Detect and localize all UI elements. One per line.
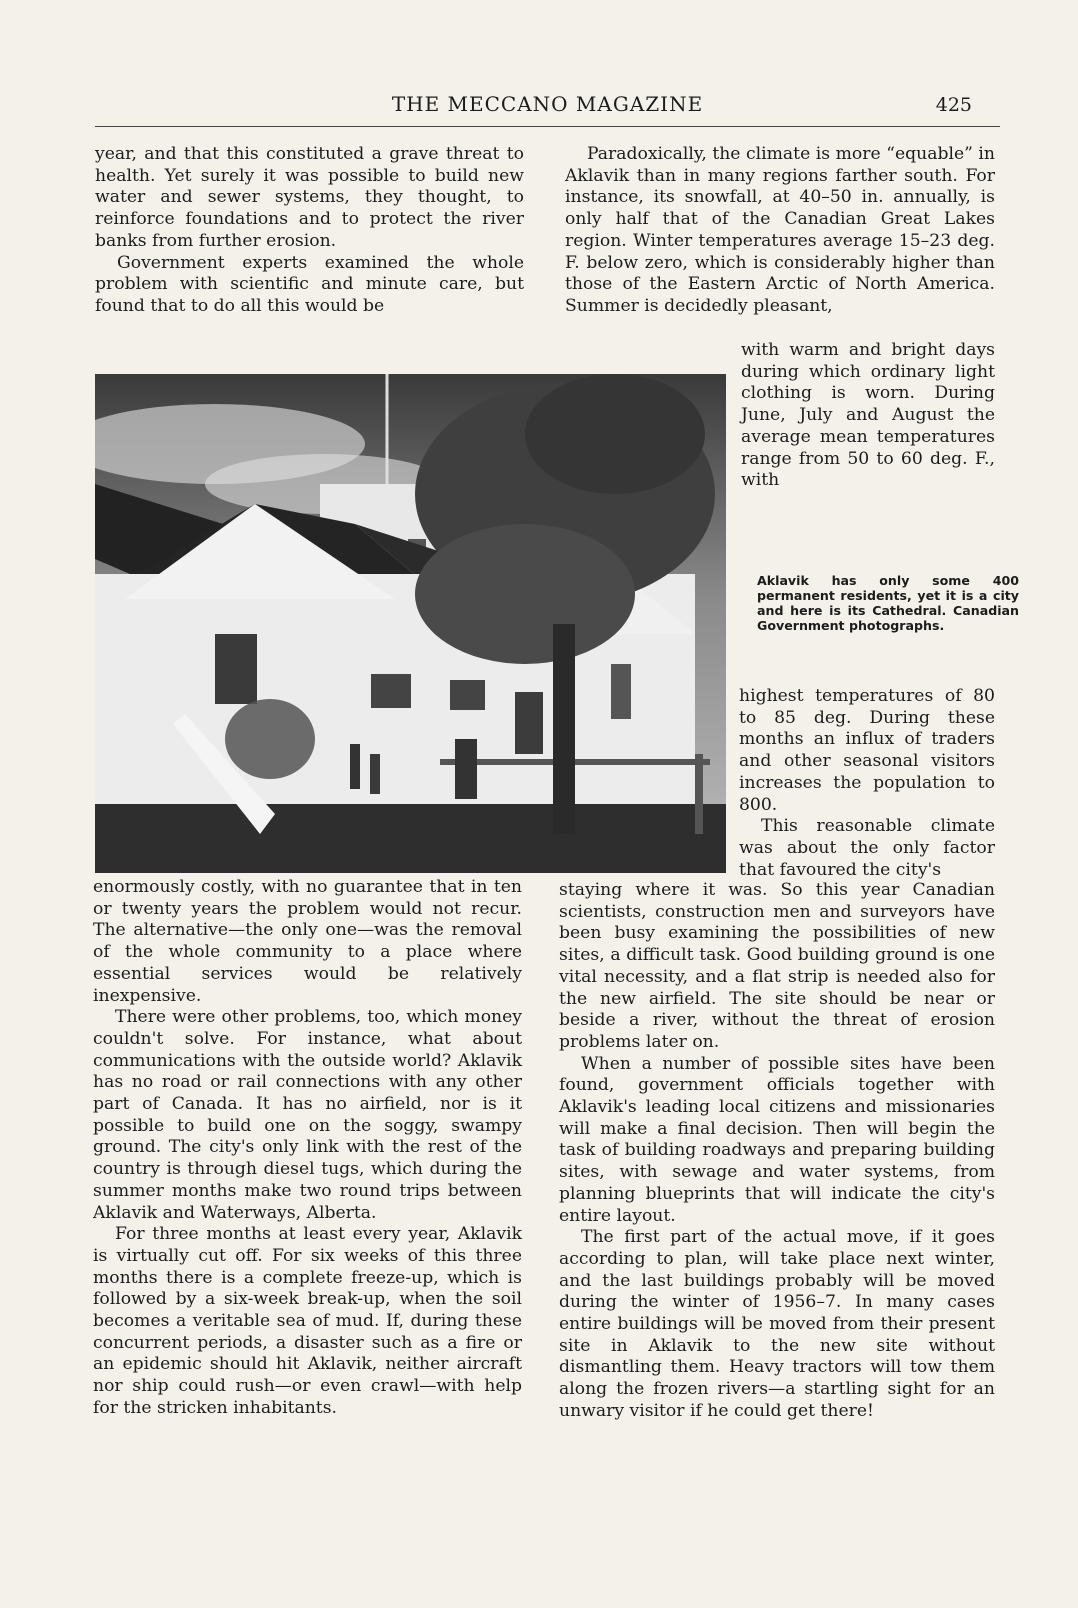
paragraph: enormously costly, with no guarantee that in ten or twenty years the problem would not recur. The alternative—the only one—was the removal of the whole community to a place where essential services would be relatively inexpensive. (93, 877, 522, 1006)
paragraph: highest temperatures of 80 to 85 deg. During these months an influx of traders and other seasonal visitors increases the population to 800. (739, 686, 995, 815)
paragraph: For three months at least every year, Aklavik is virtually cut off. For six weeks of this three months there is a complete freeze-up, which is followed by a six-week break-up, when the soil becomes a veritable sea of mud. If, during these concurrent periods, a disaster such as a fire or an epidemic should hit Aklavik, neither aircraft nor ship could rush—or even crawl—with help for the stricken inhabitants. (93, 1224, 522, 1418)
right-column-top (565, 144, 995, 318)
paragraph: When a number of possible sites have been found, government officials together with Aklavik's leading local citizens and missionaries will make a final decision. Then will begin the task of building roadways and preparing building sites, with sewage and water systems, from planning blueprints that will indicate the city's entire layout. (559, 1053, 995, 1226)
paragraph: staying where it was. So this year Canadian scientists, construction men and surveyors have been busy examining the possibilities of new sites, a difficult task. Good building ground is one vital necessity, and a flat strip is needed also for the new airfield. The site should be near or beside a river, without the threat of erosion problems later on. (559, 880, 995, 1052)
running-header (95, 92, 1000, 127)
paragraph: Paradoxically, the climate is more “equable” in Aklavik than in many regions farther south. For instance, its snowfall, at 40–50 in. annually, is only half that of the Canadian Great Lakes region. Winter temperatures average 15–23 deg. F. below zero, which is considerably higher than those of the Eastern Arctic of North America. Summer is decidedly pleasant, (565, 144, 995, 316)
left-column-top (95, 144, 524, 318)
paragraph: This reasonable climate was about the only factor that favoured the city's (739, 816, 995, 880)
right-narrow-column-bottom (739, 686, 995, 881)
right-column-bottom (559, 880, 995, 1423)
paragraph: The first part of the actual move, if it goes according to plan, will take place next winter, and the last buildings probably will be moved during the winter of 1956–7. In many cases entire buildings will be moved from their present site in Aklavik to the new site without dismantling them. Heavy tractors will tow them along the frozen rivers—a startling sight for an unwary visitor if he could get there! (559, 1227, 995, 1421)
cathedral-photograph (95, 374, 726, 873)
paragraph: with warm and bright days during which ordinary light clothing is worn. During June, July and August the average mean temperatures range from 50 to 60 deg. F., with (741, 340, 995, 491)
paragraph: There were other problems, too, which money couldn't solve. For instance, what about communications with the outside world? Aklavik has no road or rail connections with any other part of Canada. It has no airfield, nor is it possible to build one on the soggy, swampy ground. The city's only link with the rest of the country is through diesel tugs, which during the summer months make two round trips between Aklavik and Waterways, Alberta. (93, 1007, 522, 1223)
paragraph: year, and that this constituted a grave threat to health. Yet surely it was possible to build new water and sewer systems, they thought, to reinforce foundations and to protect the river banks from further erosion. (95, 144, 524, 251)
photo-caption: Aklavik has only some 400 permanent residents, yet it is a city and here is its Cathedral. Canadian Government photographs. (757, 573, 1019, 633)
right-narrow-column-top (741, 340, 995, 492)
paragraph: Government experts examined the whole problem with scientific and minute care, but found that to do all this would be (95, 252, 524, 316)
magazine-title: THE MECCANO MAGAZINE (391, 92, 704, 116)
left-column-bottom (93, 877, 522, 1420)
page-number: 425 (935, 94, 972, 116)
